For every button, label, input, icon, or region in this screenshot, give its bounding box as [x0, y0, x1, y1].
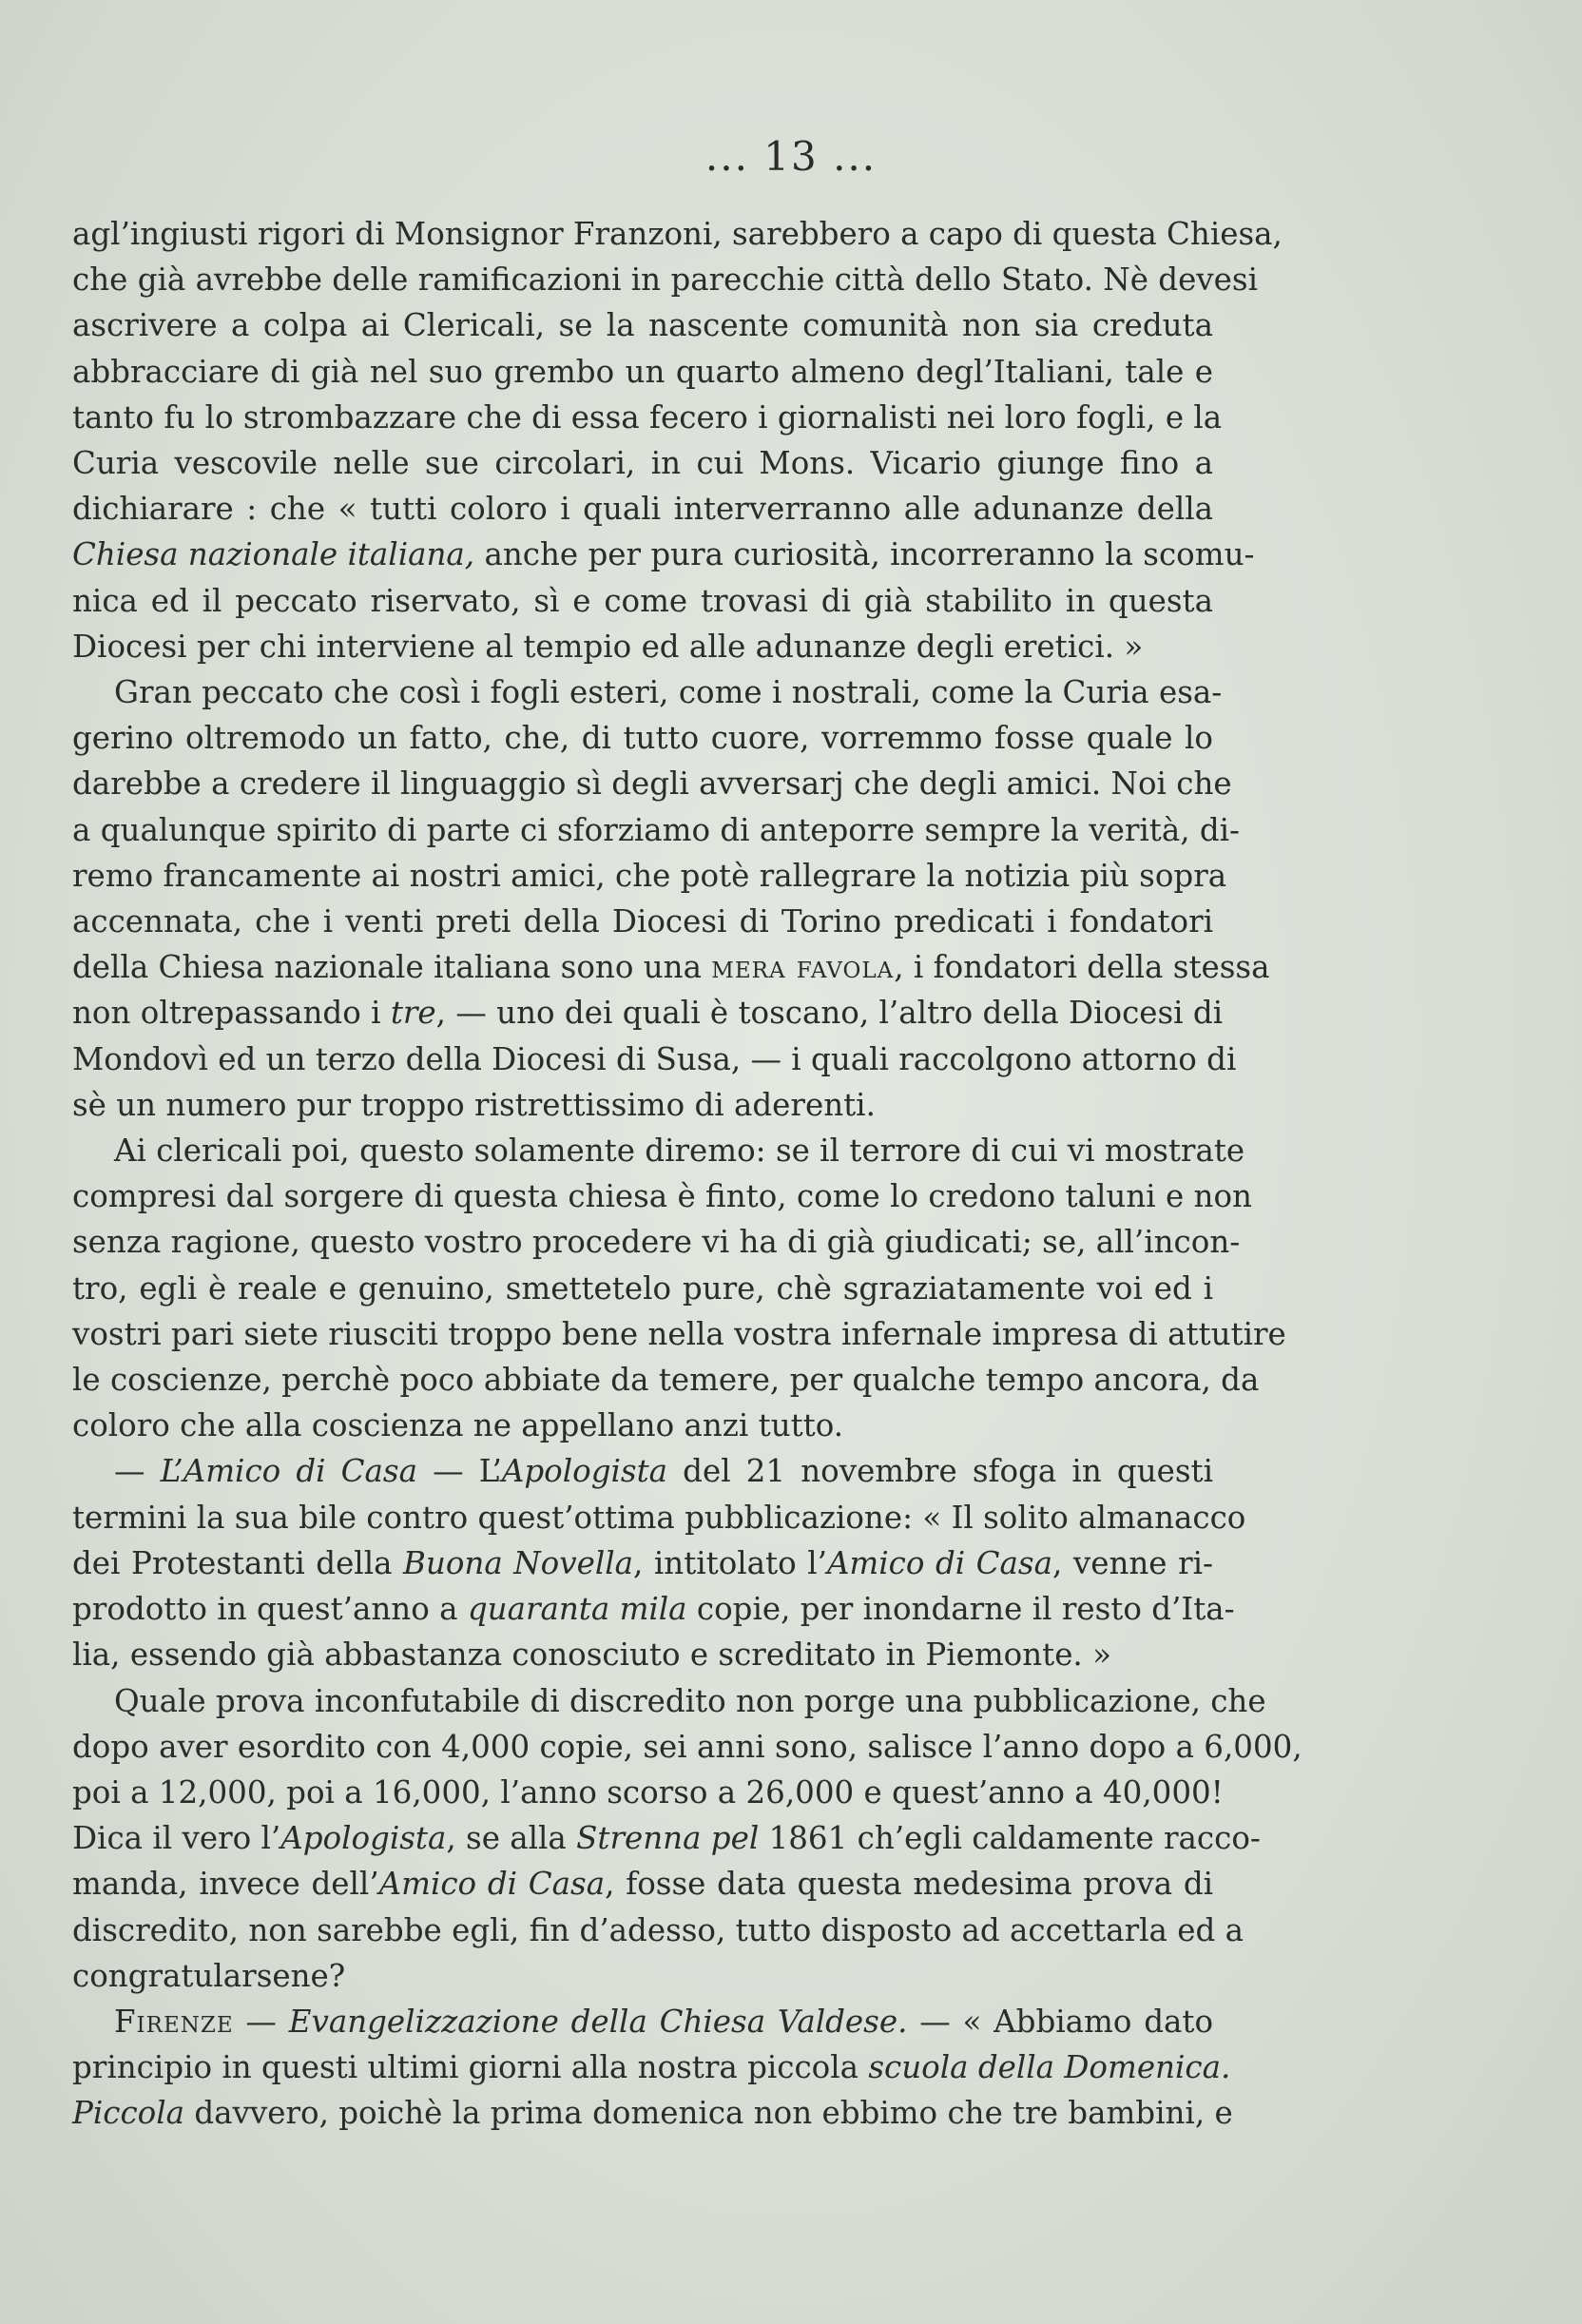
text-segment: termini la sua bile contro quest’ottima pubblicazione: « Il solito almanacco	[72, 1499, 1246, 1536]
text-segment: Gran peccato che così i fogli esteri, come i nostrali, come la Curia esa-	[114, 674, 1223, 711]
text-line	[72, 1311, 1286, 1357]
text-line	[72, 257, 1258, 302]
text-segment: dichiarare : che « tutti coloro i quali interverranno alle adunanze della	[72, 491, 1213, 528]
text-segment: Curia vescovile nelle sue circolari, in cui Mons. Vicario giunge fino a	[72, 445, 1213, 482]
text-line	[72, 1495, 1246, 1540]
italic-text: Amico di Casa	[826, 1544, 1052, 1581]
italic-text: Apologista	[501, 1453, 668, 1490]
text-segment: lia, essendo già abbastanza conosciuto e screditato in Piemonte. »	[72, 1636, 1111, 1674]
text-segment: a qualunque spirito di parte ci sforziamo di anteporre sempre la verità, di-	[72, 811, 1241, 848]
text-segment: dei Protestanti della	[72, 1544, 404, 1581]
text-segment: che già avrebbe delle ramificazioni in parecchie città dello Stato. Nè devesi	[72, 261, 1258, 299]
text-segment: del 21 novembre sfoga in questi	[667, 1453, 1213, 1490]
text-line	[72, 807, 1241, 853]
text-segment: —	[233, 2003, 289, 2040]
text-segment: senza ragione, questo vostro procedere vi ha di già giudicati; se, all’incon-	[72, 1224, 1241, 1261]
text-segment: — « Abbiamo dato	[907, 2003, 1214, 2040]
text-segment: vostri pari siete riusciti troppo bene nella vostra infernale impresa di attutire	[72, 1315, 1286, 1352]
text-line	[72, 1036, 1237, 1082]
text-segment: prodotto in quest’anno a	[72, 1591, 468, 1628]
text-segment: , se alla	[446, 1820, 577, 1857]
text-line	[72, 1266, 1213, 1311]
text-segment: , i fondatori della stessa	[894, 949, 1270, 986]
smallcaps-text: Firenze	[114, 2003, 234, 2040]
italic-text: Buona Novella	[403, 1544, 634, 1581]
text-line	[72, 395, 1223, 440]
text-line	[72, 1219, 1241, 1265]
text-segment: Quale prova inconfutabile di discredito non porge una pubblicazione, che	[114, 1682, 1266, 1719]
text-line	[72, 578, 1213, 624]
text-segment: , intitolato l’	[633, 1544, 827, 1581]
text-line	[72, 440, 1213, 486]
text-line	[72, 1540, 1213, 1586]
smallcaps-text: mera favola	[711, 949, 895, 986]
italic-text: Amico di Casa	[378, 1866, 606, 1903]
text-line	[72, 1861, 1213, 1907]
text-line	[72, 211, 1283, 257]
italic-text: L’Amico di Casa	[160, 1453, 417, 1490]
text-line	[72, 1770, 1224, 1815]
italic-text: quaranta mila	[467, 1591, 687, 1628]
body-text	[72, 211, 1302, 2137]
text-segment: accennata, che i venti preti della Diocesi di Torino predicati i fondatori	[72, 903, 1213, 940]
text-line	[72, 761, 1232, 806]
text-segment: sè un numero pur troppo ristrettissimo di aderenti.	[72, 1086, 876, 1123]
text-line	[72, 715, 1213, 761]
text-segment: abbracciare di già nel suo grembo un quarto almeno degl’Italiani, tale e	[72, 353, 1213, 390]
text-segment: compresi dal sorgere di questa chiesa è finto, come lo credono taluni e non	[72, 1178, 1252, 1215]
text-line	[72, 1082, 1213, 1128]
text-segment: della Chiesa nazionale italiana sono una	[72, 949, 712, 986]
italic-text: Piccola	[72, 2095, 185, 2132]
text-segment: non oltrepassando i	[72, 995, 391, 1032]
text-line	[72, 853, 1227, 899]
text-segment: , — uno dei quali è toscano, l’altro della Diocesi di	[435, 995, 1224, 1032]
text-line	[72, 1632, 1213, 1677]
text-line	[72, 1953, 1213, 1999]
text-segment: coloro che alla coscienza ne appellano anzi tutto.	[72, 1407, 844, 1444]
text-segment: tro, egli è reale e genuino, smettetelo pure, chè sgraziatamente voi ed i	[72, 1269, 1213, 1307]
text-line	[72, 1999, 1213, 2044]
text-segment: anche per pura curiosità, incorreranno la scomu-	[474, 536, 1255, 573]
page-header: ... 13 ...	[704, 133, 878, 180]
text-segment: darebbe a credere il linguaggio sì degli avversarj che degli amici. Noi che	[72, 765, 1232, 803]
text-line	[72, 2044, 1231, 2090]
text-line	[72, 1586, 1235, 1632]
text-line	[72, 1357, 1260, 1403]
text-segment: —	[114, 1453, 161, 1490]
text-line	[72, 1815, 1261, 1861]
text-line	[72, 1173, 1252, 1219]
italic-text: tre	[390, 995, 436, 1032]
text-segment: Ai clericali poi, questo solamente diremo: se il terrore di cui vi mostrate	[114, 1133, 1245, 1170]
text-line	[72, 669, 1223, 715]
text-segment: principio in questi ultimi giorni alla nostra piccola	[72, 2049, 869, 2086]
italic-text: scuola della Domenica.	[868, 2049, 1231, 2086]
text-segment: congratularsene?	[72, 1957, 346, 1994]
text-segment: tanto fu lo strombazzare che di essa fecero i giornalisti nei loro fogli, e la	[72, 398, 1223, 436]
text-line	[72, 990, 1224, 1036]
text-line	[72, 349, 1213, 395]
text-line	[72, 2090, 1233, 2136]
text-line	[72, 624, 1213, 669]
text-line	[72, 1448, 1213, 1494]
text-segment: — L’	[416, 1453, 502, 1490]
text-segment: Dica il vero l’	[72, 1820, 281, 1857]
text-segment: , fosse data questa medesima prova di	[605, 1866, 1214, 1903]
text-segment: Diocesi per chi interviene al tempio ed alle adunanze degli eretici. »	[72, 628, 1144, 665]
text-line	[72, 1678, 1266, 1724]
text-segment: discredito, non sarebbe egli, fin d’adesso, tutto disposto ad accettarla ed a	[72, 1911, 1244, 1948]
text-segment: manda, invece dell’	[72, 1866, 379, 1903]
text-line	[72, 1403, 1213, 1448]
text-line	[72, 486, 1213, 532]
text-segment: nica ed il peccato riservato, sì e come trovasi di già stabilito in questa	[72, 582, 1213, 619]
text-segment: remo francamente ai nostri amici, che potè rallegrare la notizia più sopra	[72, 857, 1227, 894]
text-line	[72, 899, 1213, 944]
text-segment: agl’ingiusti rigori di Monsignor Franzoni, sarebbero a capo di questa Chiesa,	[72, 216, 1283, 252]
text-segment: , venne ri-	[1051, 1544, 1213, 1581]
text-segment: gerino oltremodo un fatto, che, di tutto cuore, vorremmo fosse quale lo	[72, 720, 1213, 757]
text-line	[72, 944, 1270, 990]
text-segment: le coscienze, perchè poco abbiate da temere, per qualche tempo ancora, da	[72, 1362, 1260, 1399]
text-segment: copie, per inondarne il resto d’Ita-	[686, 1591, 1235, 1628]
italic-text: Apologista	[280, 1820, 447, 1857]
text-segment: dopo aver esordito con 4,000 copie, sei anni sono, salisce l’anno dopo a 6,000,	[72, 1728, 1302, 1765]
text-line	[72, 532, 1255, 577]
text-segment: 1861 ch’egli caldamente racco-	[759, 1820, 1261, 1857]
text-segment: davvero, poichè la prima domenica non ebbimo che tre bambini, e	[184, 2095, 1233, 2132]
text-segment: ascrivere a colpa ai Clericali, se la nascente comunità non sia creduta	[72, 307, 1213, 344]
text-line	[72, 1908, 1244, 1953]
text-line	[72, 1128, 1245, 1173]
italic-text: Chiesa nazionale italiana,	[72, 536, 475, 573]
text-line	[72, 1724, 1302, 1770]
text-line	[72, 302, 1213, 348]
text-segment: Mondovì ed un terzo della Diocesi di Susa, — i quali raccolgono attorno di	[72, 1040, 1237, 1077]
italic-text: Evangelizzazione della Chiesa Valdese.	[288, 2003, 908, 2040]
italic-text: Strenna pel	[576, 1820, 760, 1857]
text-segment: poi a 12,000, poi a 16,000, l’anno scorso a 26,000 e quest’anno a 40,000!	[72, 1773, 1224, 1811]
